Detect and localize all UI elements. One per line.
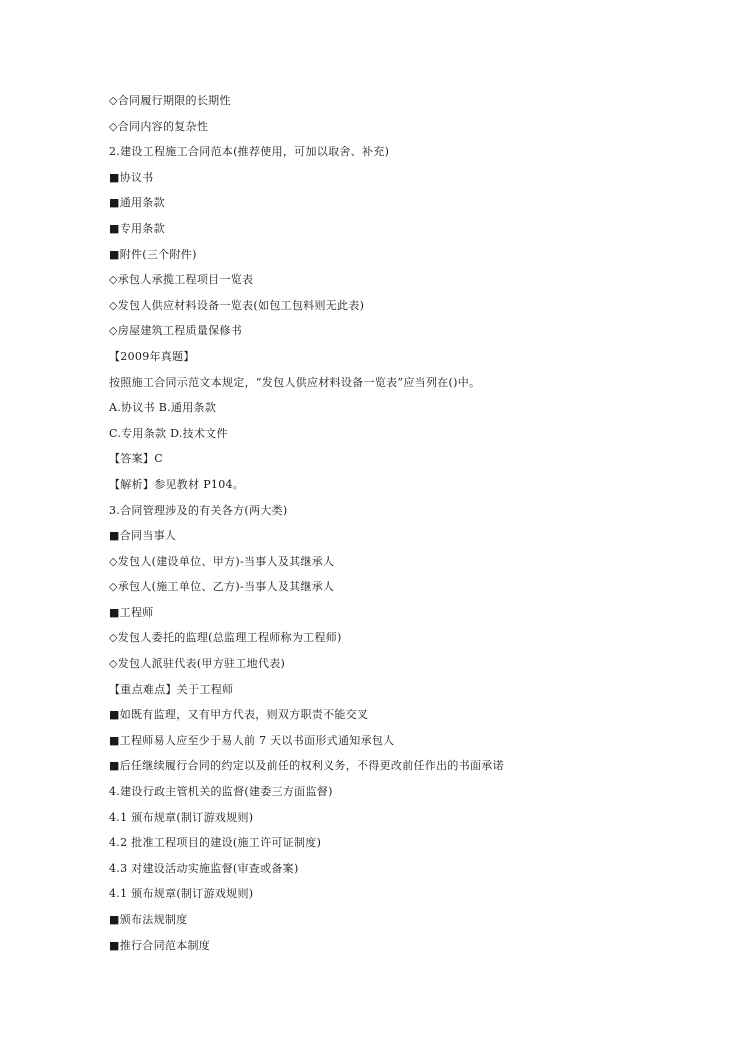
answer-options: A.协议书 B.通用条款	[109, 401, 217, 415]
text-line: ◇房屋建筑工程质量保修书	[109, 324, 243, 338]
text-line: ■颁布法规制度	[109, 913, 188, 926]
text-line: ■合同当事人	[109, 529, 177, 543]
text-line: ■工程师易人应至少于易人前 7 天以书面形式通知承包人	[109, 733, 395, 747]
text-line: ◇发包人(建设单位、甲方)-当事人及其继承人	[109, 554, 335, 568]
text-line: ◇发包人委托的监理(总监理工程师称为工程师)	[109, 631, 342, 645]
question-text: 按照施工合同示范文本规定，“发包人供应材料设备一览表”应当列在()中。	[109, 375, 481, 389]
key-point-label: 【重点难点】关于工程师	[109, 682, 234, 696]
text-line: ◇合同内容的复杂性	[109, 119, 209, 133]
text-line: ◇承包人(施工单位、乙方)-当事人及其继承人	[109, 580, 335, 594]
text-line: ◇合同履行期限的长期性	[109, 94, 231, 107]
answer-options: C.专用条款 D.技术文件	[109, 426, 228, 440]
section-heading: 3.合同管理涉及的有关各方(两大类)	[109, 503, 288, 517]
text-line: ■专用条款	[109, 221, 165, 235]
answer-line: 【答案】C	[109, 452, 163, 466]
text-line: ■附件(三个附件)	[109, 247, 197, 261]
text-line: ■如既有监理，又有甲方代表，则双方职责不能交叉	[109, 708, 369, 722]
text-line: ■工程师	[109, 605, 154, 619]
text-line: ■后任继续履行合同的约定以及前任的权利义务，不得更改前任作出的书面承诺	[109, 759, 504, 773]
text-line: ■通用条款	[109, 196, 165, 210]
exam-label: 【2009年真题】	[109, 349, 195, 363]
text-line: ◇发包人供应材料设备一览表(如包工包料则无此表)	[109, 298, 365, 312]
subsection-heading: 4.2 批准工程项目的建设(施工许可证制度)	[109, 836, 322, 850]
text-line: ■推行合同范本制度	[109, 938, 211, 952]
section-heading: 2.建设工程施工合同范本(推荐使用，可加以取舍、补充)	[109, 145, 390, 159]
section-heading: 4.建设行政主管机关的监督(建委三方面监督)	[109, 785, 333, 799]
analysis-line: 【解析】参见教材 P104。	[109, 477, 245, 491]
subsection-heading: 4.1 颁布规章(制订游戏规则)	[109, 887, 254, 901]
text-line: ◇发包人派驻代表(甲方驻工地代表)	[109, 657, 286, 671]
text-line: ■协议书	[109, 170, 154, 184]
subsection-heading: 4.1 颁布规章(制订游戏规则)	[109, 810, 254, 824]
text-line: ◇承包人承揽工程项目一览表	[109, 273, 254, 287]
document-body	[109, 92, 669, 962]
subsection-heading: 4.3 对建设活动实施监督(审查或备案)	[109, 861, 299, 875]
